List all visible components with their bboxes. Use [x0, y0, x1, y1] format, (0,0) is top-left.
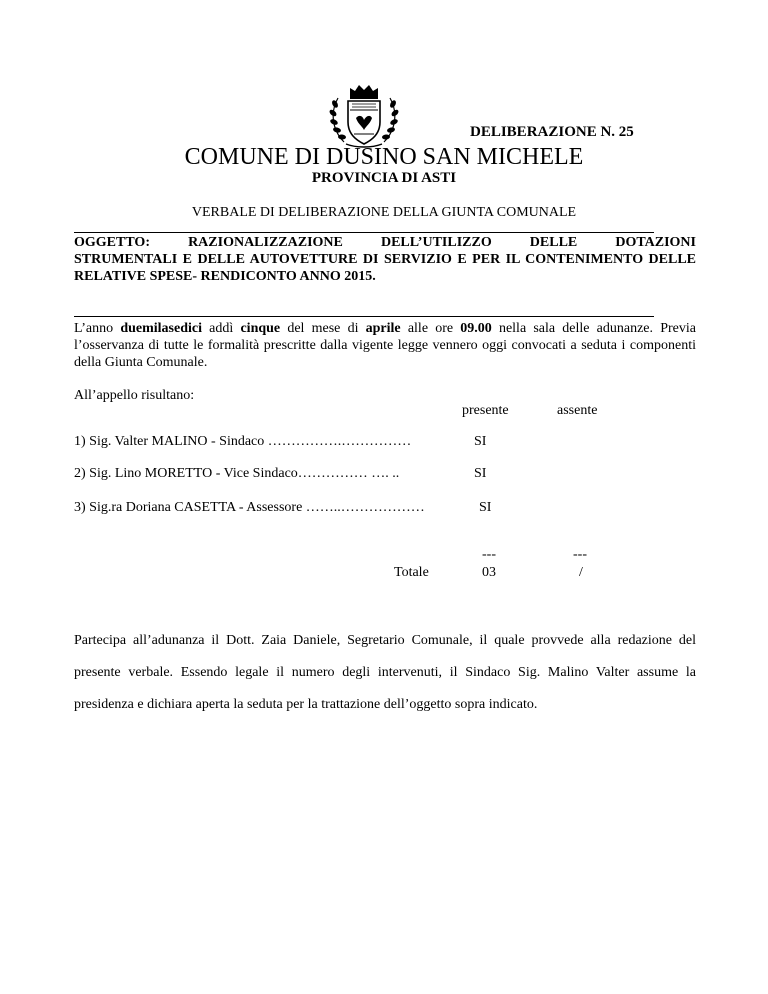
text: alle ore	[400, 321, 461, 336]
subject-word: RAZIONALIZZAZIONE	[188, 235, 343, 250]
member-name: 1) Sig. Valter MALINO - Sindaco …………….……………	[74, 434, 412, 449]
day: cinque	[240, 321, 281, 336]
subject-word: DELL’UTILIZZO	[380, 235, 492, 250]
divider-top	[74, 232, 654, 233]
subject-block	[74, 234, 696, 285]
meeting-paragraph	[74, 320, 696, 371]
deliberation-number: DELIBERAZIONE N. 25	[470, 124, 634, 140]
subject-word: DOTAZIONI	[615, 235, 696, 250]
total-present: 03	[482, 565, 496, 580]
separator-present: ---	[482, 547, 496, 562]
text: del mese di	[280, 321, 366, 336]
municipal-crest-icon	[326, 82, 402, 150]
text: addì	[202, 321, 241, 336]
time: 09.00	[460, 321, 492, 336]
subject-label: OGGETTO:	[74, 235, 150, 250]
column-absent: assente	[557, 403, 598, 418]
column-present: presente	[462, 403, 509, 418]
separator-absent: ---	[573, 547, 587, 562]
text: L’anno	[74, 321, 121, 336]
province-name: PROVINCIA DI ASTI	[311, 170, 457, 186]
subject-first-line	[74, 234, 696, 251]
year: duemilasedici	[120, 321, 202, 336]
member-present: SI	[479, 500, 492, 515]
total-absent: /	[579, 565, 583, 580]
attendance-paragraph: Partecipa all’adunanza il Dott. Zaia Daniele, Segretario Comunale, il quale provvede alla redazione del presente verbale. Essendo legale il numero degli intervenuti, il Sindaco Sig. Malino Valter assume la presidenza e dichiara aperta la seduta per la trattazione dell’oggetto sopra indicato.	[74, 633, 696, 712]
member-present: SI	[474, 434, 487, 449]
total-label: Totale	[394, 565, 429, 580]
subject-text: STRUMENTALI E DELLE AUTOVETTURE DI SERVIZIO E PER IL CONTENIMENTO DELLE RELATIVE SPESE- RENDICONTO ANNO 2015.	[74, 252, 696, 284]
subject-word: DELLE	[529, 235, 578, 250]
month: aprile	[365, 321, 401, 336]
member-name: 2) Sig. Lino MORETTO - Vice Sindaco…………… …. ..	[74, 466, 400, 481]
member-present: SI	[474, 466, 487, 481]
divider-bottom	[74, 316, 654, 317]
document-type: VERBALE DI DELIBERAZIONE DELLA GIUNTA COMUNALE	[191, 205, 577, 220]
roll-call-label: All’appello risultano:	[74, 388, 195, 403]
member-name: 3) Sig.ra Doriana CASETTA - Assessore ……..………………	[74, 500, 425, 515]
text: nella sala delle adunanze. Previa l’osservanza di tutte le formalità prescritte dalla vigente legge vennero oggi convocati a seduta i componenti della Giunta Comunale.	[74, 321, 696, 370]
municipality-name: COMUNE DI DUSINO SAN MICHELE	[184, 144, 584, 170]
